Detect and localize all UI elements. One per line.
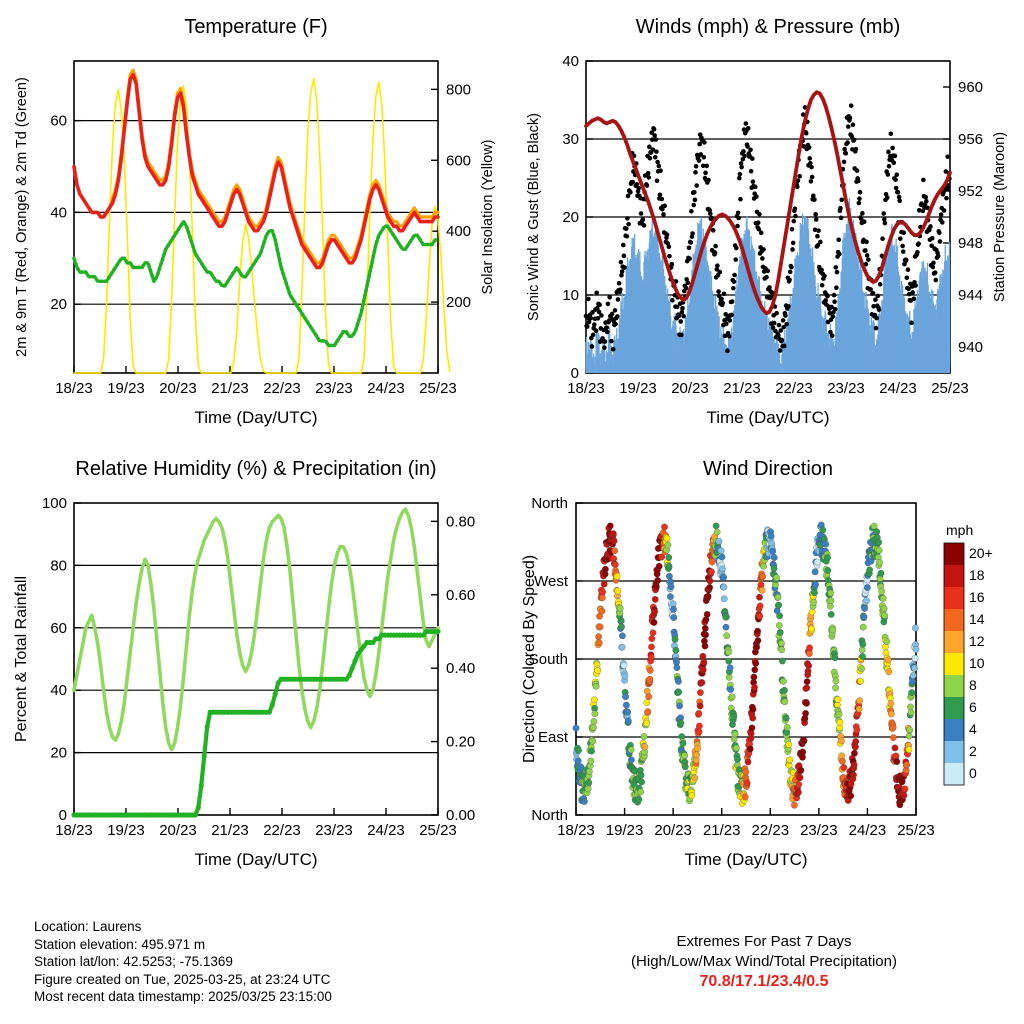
- svg-text:80: 80: [50, 557, 67, 575]
- svg-text:60: 60: [50, 112, 67, 130]
- svg-text:600: 600: [446, 152, 472, 170]
- temperature-panel: [0, 0, 512, 450]
- svg-text:23/23: 23/23: [315, 822, 353, 839]
- svg-text:14: 14: [969, 611, 985, 627]
- svg-text:North: North: [531, 495, 568, 512]
- svg-text:24/23: 24/23: [367, 822, 405, 839]
- svg-text:952: 952: [958, 183, 984, 200]
- svg-text:20: 20: [562, 209, 579, 226]
- svg-text:24/23: 24/23: [879, 380, 917, 397]
- svg-text:940: 940: [958, 339, 984, 356]
- svg-text:20+: 20+: [969, 545, 993, 561]
- svg-text:956: 956: [958, 131, 984, 148]
- svg-text:40: 40: [562, 53, 579, 70]
- svg-text:18/23: 18/23: [55, 380, 93, 397]
- svg-text:16: 16: [969, 589, 985, 605]
- svg-text:20/23: 20/23: [671, 380, 709, 397]
- svg-text:18: 18: [969, 567, 985, 583]
- location-text: Location: Laurens: [34, 919, 142, 934]
- svg-text:0: 0: [570, 365, 579, 382]
- svg-text:25/23: 25/23: [419, 822, 457, 839]
- svg-text:21/23: 21/23: [211, 380, 249, 397]
- svg-text:Time (Day/UTC): Time (Day/UTC): [684, 850, 808, 869]
- svg-text:Time (Day/UTC): Time (Day/UTC): [706, 408, 830, 427]
- svg-text:30: 30: [562, 131, 579, 148]
- svg-text:2m & 9m T (Red, Orange) & 2m T: 2m & 9m T (Red, Orange) & 2m Td (Green): [14, 77, 30, 357]
- svg-text:2: 2: [969, 743, 977, 759]
- svg-text:200: 200: [446, 294, 472, 312]
- svg-text:40: 40: [50, 204, 67, 222]
- svg-text:800: 800: [446, 81, 472, 99]
- svg-text:18/23: 18/23: [567, 380, 605, 397]
- svg-text:0.00: 0.00: [446, 807, 476, 824]
- svg-text:948: 948: [958, 235, 984, 252]
- humidity-precip-panel: [0, 452, 512, 902]
- svg-text:20: 20: [50, 744, 67, 762]
- svg-text:24/23: 24/23: [848, 822, 887, 839]
- svg-text:960: 960: [958, 79, 984, 96]
- wind-direction-panel: [512, 452, 1024, 902]
- svg-text:Direction (Colored By Speed): Direction (Colored By Speed): [521, 554, 538, 764]
- elevation-text: Station elevation: 495.971 m: [34, 936, 206, 952]
- svg-text:25/23: 25/23: [419, 380, 457, 397]
- svg-text:18/23: 18/23: [557, 822, 595, 839]
- svg-text:20/23: 20/23: [654, 822, 692, 839]
- svg-text:19/23: 19/23: [605, 822, 644, 839]
- svg-text:100: 100: [41, 495, 67, 512]
- svg-text:22/23: 22/23: [751, 822, 790, 839]
- svg-text:22/23: 22/23: [263, 822, 301, 839]
- created-text: Figure created on Tue, 2025-03-25, at 23:24 UTC: [34, 971, 331, 987]
- temperature-title: Temperature (F): [184, 16, 328, 38]
- svg-text:0.40: 0.40: [446, 660, 476, 678]
- svg-text:West: West: [534, 573, 568, 590]
- extremes-title: Extremes For Past 7 Days: [676, 933, 852, 950]
- winds-pressure-panel: [512, 0, 1024, 450]
- svg-text:Station Pressure (Maroon): Station Pressure (Maroon): [992, 131, 1008, 303]
- svg-text:0: 0: [969, 765, 977, 781]
- wind-direction-title: Wind Direction: [702, 458, 834, 480]
- svg-text:23/23: 23/23: [800, 822, 838, 839]
- svg-text:23/23: 23/23: [827, 380, 865, 397]
- svg-text:North: North: [531, 807, 568, 824]
- temperature-chart: [0, 39, 512, 449]
- svg-text:22/23: 22/23: [263, 380, 301, 397]
- svg-text:25/23: 25/23: [897, 822, 935, 839]
- svg-text:4: 4: [969, 721, 977, 737]
- svg-text:19/23: 19/23: [107, 822, 145, 839]
- svg-text:22/23: 22/23: [775, 380, 813, 397]
- svg-text:Percent & Total Rainfall: Percent & Total Rainfall: [13, 575, 30, 743]
- svg-text:Time (Day/UTC): Time (Day/UTC): [194, 850, 318, 869]
- svg-text:0.20: 0.20: [446, 733, 476, 751]
- svg-text:mph: mph: [946, 522, 974, 538]
- svg-text:Sonic Wind & Gust (Blue, Black: Sonic Wind & Gust (Blue, Black): [526, 113, 542, 321]
- svg-text:0.60: 0.60: [446, 586, 476, 604]
- svg-text:21/23: 21/23: [702, 822, 741, 839]
- svg-text:10: 10: [562, 287, 579, 304]
- winds-pressure-chart: [512, 39, 1024, 449]
- svg-text:0.80: 0.80: [446, 513, 476, 531]
- winds-pressure-title: Winds (mph) & Pressure (mb): [635, 16, 901, 38]
- svg-text:40: 40: [50, 682, 67, 700]
- extremes-values: 70.8/17.1/23.4/0.5: [699, 973, 829, 990]
- svg-text:6: 6: [969, 699, 977, 715]
- latlon-text: Station lat/lon: 42.5253; -75.1369: [34, 954, 233, 969]
- svg-text:19/23: 19/23: [107, 380, 145, 397]
- svg-text:Solar Insolation (Yellow): Solar Insolation (Yellow): [480, 139, 496, 295]
- station-metadata: [34, 918, 332, 1006]
- svg-text:East: East: [537, 729, 568, 746]
- svg-text:944: 944: [958, 287, 984, 304]
- svg-text:0: 0: [58, 807, 67, 824]
- svg-text:60: 60: [50, 619, 67, 637]
- svg-text:23/23: 23/23: [315, 380, 353, 397]
- svg-text:20/23: 20/23: [159, 822, 197, 839]
- recent-data-text: Most recent data timestamp: 2025/03/25 23:15:00: [34, 989, 332, 1004]
- wind-direction-chart: [512, 481, 1024, 891]
- svg-text:25/23: 25/23: [931, 380, 969, 397]
- svg-text:20/23: 20/23: [159, 380, 197, 397]
- extremes-subtitle: (High/Low/Max Wind/Total Precipitation): [631, 953, 897, 970]
- svg-text:18/23: 18/23: [55, 822, 93, 839]
- svg-text:24/23: 24/23: [367, 380, 405, 397]
- svg-text:10: 10: [969, 655, 985, 671]
- extremes-block: [504, 932, 1024, 992]
- svg-text:South: South: [528, 651, 568, 668]
- svg-text:8: 8: [969, 677, 977, 693]
- svg-text:400: 400: [446, 223, 472, 241]
- svg-text:19/23: 19/23: [619, 380, 657, 397]
- svg-text:20: 20: [50, 296, 67, 314]
- svg-text:Time (Day/UTC): Time (Day/UTC): [194, 408, 318, 427]
- svg-text:21/23: 21/23: [723, 380, 761, 397]
- humidity-precip-title: Relative Humidity (%) & Precipitation (in): [75, 458, 437, 480]
- svg-text:21/23: 21/23: [211, 822, 249, 839]
- humidity-precip-chart: [0, 481, 512, 891]
- svg-text:12: 12: [969, 633, 985, 649]
